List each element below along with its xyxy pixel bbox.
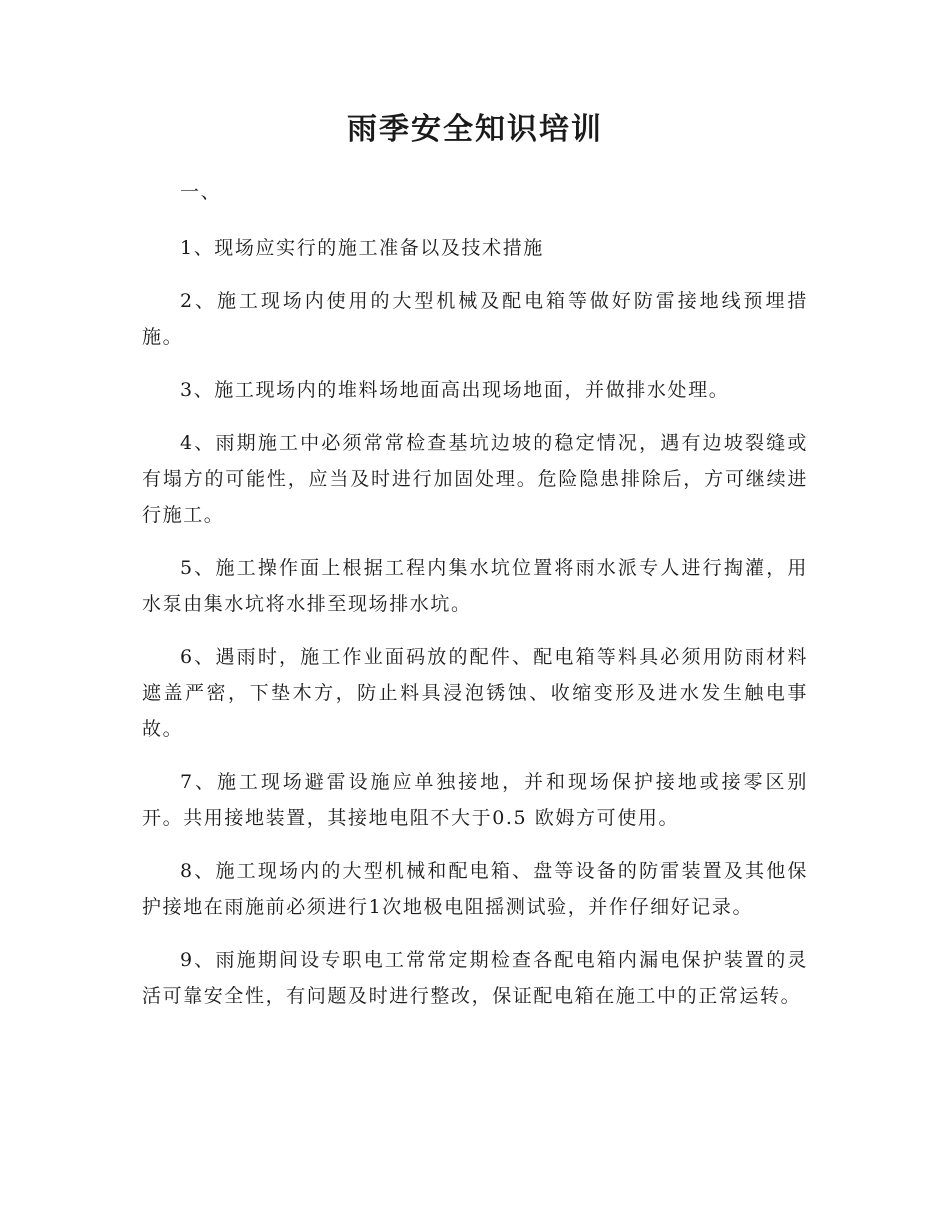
paragraph-1: 1、现场应实行的施工准备以及技术措施 [180, 237, 544, 259]
paragraph-6: 6、遇雨时，施工作业面码放的配件、配电箱等料具必须用防雨材料遮盖严密，下垫木方，防止料具浸泡锈蚀、收缩变形及进水发生触电事故。 [142, 646, 808, 740]
section-heading: 一、 [180, 181, 222, 203]
paragraph-3: 3、施工现场内的堆料场地面高出现场地面，并做排水处理。 [180, 379, 730, 401]
paragraph-7: 7、施工现场避雷设施应单独接地，并和现场保护接地或接零区别开。共用接地装置，其接地电阻不大于0.5 欧姆方可使用。 [142, 771, 808, 829]
document-title: 雨季安全知识培训 [347, 112, 603, 147]
paragraph-5: 5、施工操作面上根据工程内集水坑位置将雨水派专人进行掏灌，用水泵由集水坑将水排至现场排水坑。 [142, 557, 808, 615]
paragraph-2: 2、施工现场内使用的大型机械及配电箱等做好防雷接地线预埋措施。 [142, 290, 808, 348]
paragraph-8: 8、施工现场内的大型机械和配电箱、盘等设备的防雷装置及其他保护接地在雨施前必须进行1次地极电阻摇测试验，并作仔细好记录。 [142, 860, 808, 918]
paragraph-9: 9、雨施期间设专职电工常常定期检查各配电箱内漏电保护装置的灵活可靠安全性，有问题及时进行整改，保证配电箱在施工中的正常运转。 [142, 949, 808, 1007]
document-body [142, 174, 808, 1014]
paragraph-4: 4、雨期施工中必须常常检查基坑边坡的稳定情况，遇有边坡裂缝或有塌方的可能性，应当及时进行加固处理。危险隐患排除后，方可继续进行施工。 [142, 432, 808, 526]
